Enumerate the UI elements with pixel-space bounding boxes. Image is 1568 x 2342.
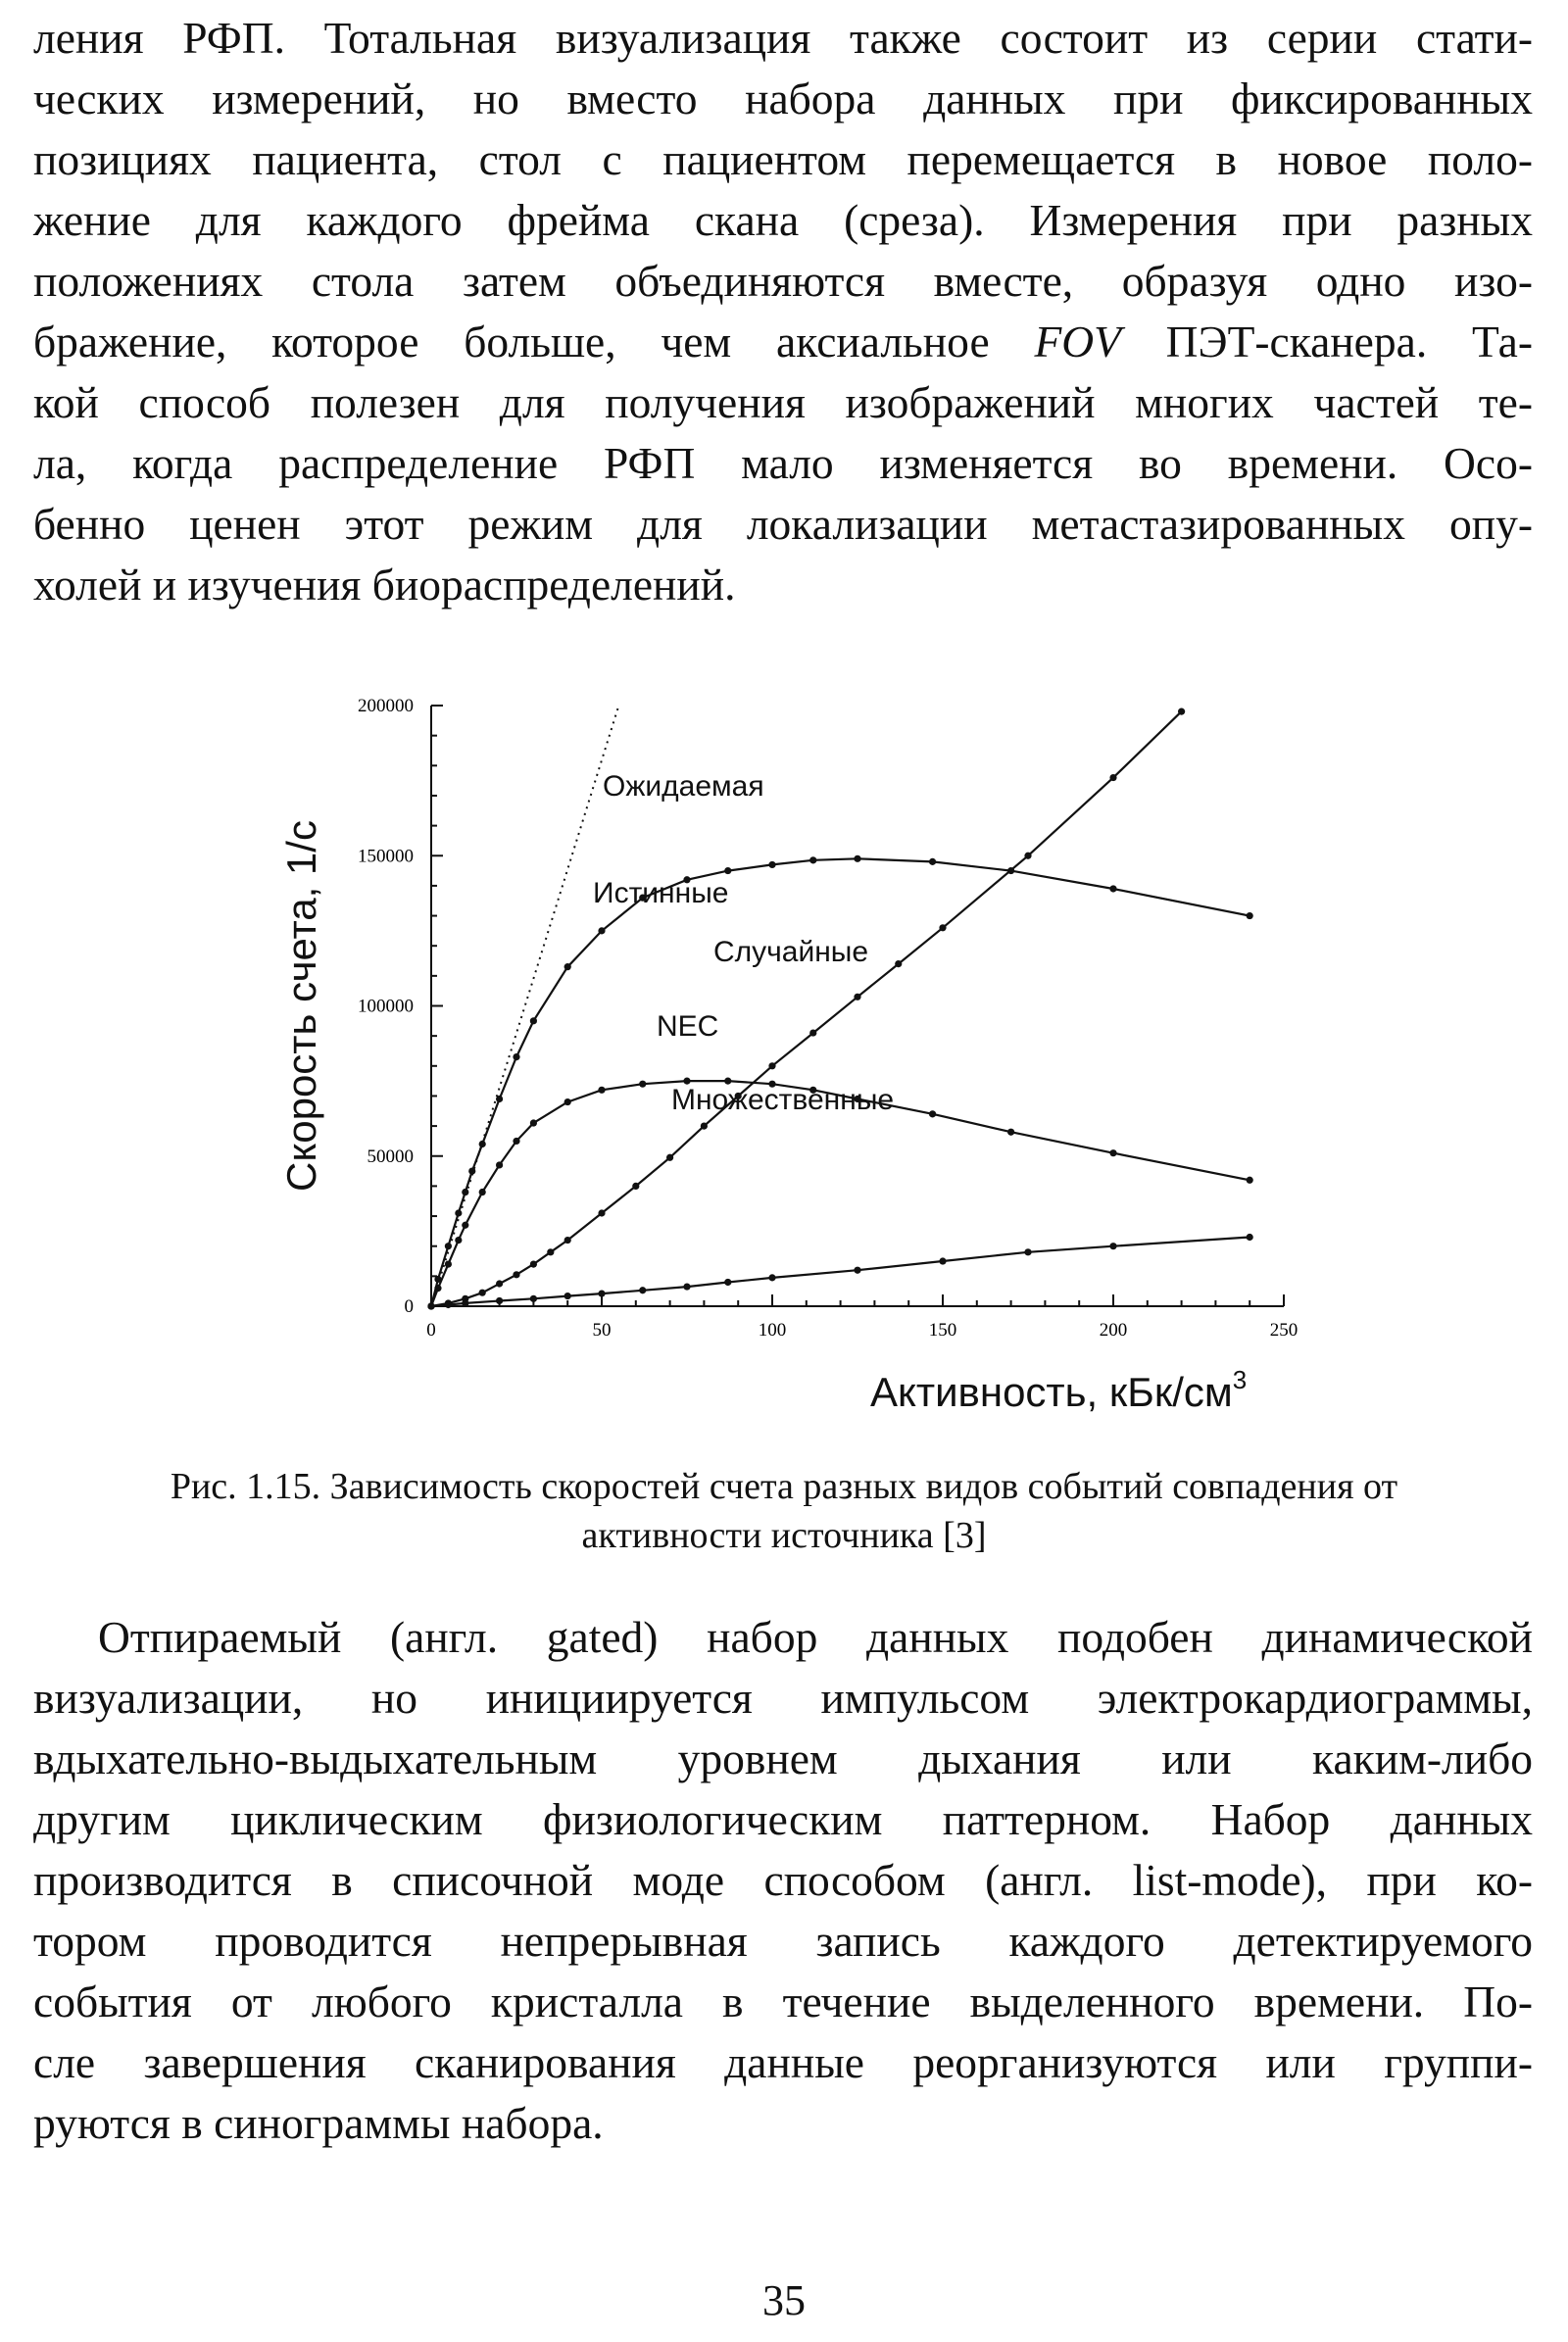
data-point bbox=[1024, 1248, 1031, 1255]
data-point bbox=[445, 1301, 452, 1308]
series-line-5 bbox=[431, 1238, 1250, 1307]
data-point bbox=[768, 1274, 775, 1281]
data-point bbox=[598, 1291, 605, 1297]
y-tick-label: 200000 bbox=[358, 696, 414, 716]
text-segment: ПЭТ-сканера. Та- bbox=[1120, 317, 1533, 366]
text-line: жение для каждого фрейма скана (среза). Измерения при разных bbox=[33, 195, 1533, 245]
x-tick-label: 150 bbox=[928, 1320, 957, 1341]
x-tick-label: 250 bbox=[1269, 1320, 1298, 1341]
data-point bbox=[479, 1189, 486, 1195]
data-point bbox=[462, 1299, 468, 1306]
caption-line-2: активности источника [3] bbox=[581, 1515, 987, 1556]
text-line: позициях пациента, стол с пациентом перемещается в новое поло- bbox=[33, 134, 1533, 184]
text-line: холей и изучения биораспределений. bbox=[33, 560, 736, 610]
text-line: сле завершения сканирования данные реорганизуются или группи- bbox=[33, 2037, 1533, 2087]
y-tick-label: 100000 bbox=[358, 996, 414, 1017]
text-line: ческих измерений, но вместо набора данных при фиксированных bbox=[33, 73, 1533, 123]
x-tick-label: 100 bbox=[758, 1320, 787, 1341]
data-point bbox=[854, 994, 860, 1000]
y-tick-label: 0 bbox=[404, 1296, 414, 1317]
text-line: события от любого кристалла в течение выделенного времени. По- bbox=[33, 1976, 1533, 2026]
data-point bbox=[513, 1138, 519, 1145]
data-point bbox=[1109, 1149, 1116, 1156]
data-point bbox=[468, 1167, 475, 1174]
data-point bbox=[724, 1279, 731, 1286]
curve-label: NEC bbox=[657, 1010, 719, 1043]
data-point bbox=[455, 1209, 462, 1216]
data-point bbox=[809, 856, 816, 863]
text-line: ления РФП. Тотальная визуализация также состоит из серии стати- bbox=[33, 13, 1533, 63]
data-point bbox=[854, 855, 860, 862]
count-rate-chart bbox=[265, 686, 1352, 1450]
data-point bbox=[929, 1110, 936, 1117]
data-point bbox=[513, 1053, 519, 1060]
data-point bbox=[547, 1248, 554, 1255]
data-point bbox=[939, 1257, 946, 1264]
curve-label: Ожидаемая bbox=[603, 770, 764, 803]
data-point bbox=[1247, 912, 1253, 919]
paragraph-gated-acquisition bbox=[33, 1607, 1533, 2154]
text-segment: бражение, которое больше, чем аксиальное bbox=[33, 317, 1035, 366]
data-point bbox=[445, 1260, 452, 1267]
data-point bbox=[530, 1295, 537, 1302]
data-point bbox=[639, 1081, 646, 1088]
data-point bbox=[939, 924, 946, 931]
text-line: Отпираемый (англ. gated) набор данных подобен динамической bbox=[98, 1612, 1533, 1662]
data-point bbox=[564, 1098, 571, 1105]
x-axis-title-text: Активность, кБк/см bbox=[870, 1369, 1233, 1415]
data-point bbox=[895, 960, 902, 967]
figure-caption bbox=[59, 1462, 1509, 1560]
caption-line-1: Рис. 1.15. Зависимость скоростей счета разных видов событий совпадения от bbox=[170, 1466, 1398, 1507]
data-point bbox=[496, 1161, 503, 1168]
data-point bbox=[434, 1285, 441, 1292]
data-point bbox=[496, 1280, 503, 1287]
data-point bbox=[564, 1293, 571, 1299]
data-point bbox=[929, 858, 936, 865]
curve-label: Истинные bbox=[593, 877, 729, 909]
y-tick-label: 150000 bbox=[358, 846, 414, 867]
x-tick-label: 200 bbox=[1099, 1320, 1128, 1341]
text-line: положениях стола затем объединяются вместе, образуя одно изо- bbox=[33, 256, 1533, 306]
data-point bbox=[1247, 1234, 1253, 1241]
text-line: производится в списочной моде способом (англ. list-mode), при ко- bbox=[33, 1855, 1533, 1905]
data-point bbox=[427, 1302, 434, 1309]
data-point bbox=[530, 1017, 537, 1024]
italic-term: FOV bbox=[1034, 317, 1121, 366]
data-point bbox=[598, 1209, 605, 1216]
x-axis-title-superscript: 3 bbox=[1232, 1365, 1248, 1394]
text-line: тором проводится непрерывная запись каждого детектируемого bbox=[33, 1916, 1533, 1966]
data-point bbox=[1109, 774, 1116, 781]
data-point bbox=[530, 1119, 537, 1126]
text-line bbox=[33, 312, 1533, 372]
series-line-3 bbox=[431, 711, 1182, 1306]
text-line: вдыхательно-выдыхательным уровнем дыхания или каким-либо bbox=[33, 1733, 1533, 1783]
data-point bbox=[1109, 1243, 1116, 1249]
text-line: кой способ полезен для получения изображений многих частей те- bbox=[33, 377, 1533, 427]
paragraph-total-visualization bbox=[33, 8, 1533, 615]
curve-label: Множественные bbox=[671, 1084, 895, 1116]
data-point bbox=[632, 1183, 639, 1190]
data-point bbox=[1178, 708, 1185, 715]
data-point bbox=[768, 861, 775, 868]
data-point bbox=[768, 1062, 775, 1069]
data-point bbox=[496, 1096, 503, 1102]
data-point bbox=[1024, 853, 1031, 859]
data-point bbox=[598, 1087, 605, 1094]
data-point bbox=[701, 1123, 708, 1130]
data-point bbox=[683, 1283, 690, 1290]
data-point bbox=[462, 1189, 468, 1195]
data-point bbox=[809, 1029, 816, 1036]
data-point bbox=[530, 1260, 537, 1267]
y-axis-title: Скорость счета, 1/с bbox=[278, 820, 324, 1192]
data-point bbox=[455, 1237, 462, 1244]
data-point bbox=[462, 1222, 468, 1229]
data-point bbox=[513, 1271, 519, 1278]
data-point bbox=[479, 1141, 486, 1147]
data-point bbox=[479, 1290, 486, 1296]
y-tick-label: 50000 bbox=[367, 1146, 414, 1167]
curve-label: Случайные bbox=[713, 936, 869, 968]
data-point bbox=[724, 867, 731, 874]
data-point bbox=[639, 1287, 646, 1293]
data-point bbox=[1247, 1177, 1253, 1184]
data-point bbox=[564, 1237, 571, 1244]
data-point bbox=[496, 1297, 503, 1304]
data-point bbox=[1007, 1129, 1014, 1136]
text-line: другим циклическим физиологическим паттерном. Набор данных bbox=[33, 1794, 1533, 1844]
data-point bbox=[598, 927, 605, 934]
page-number: 35 bbox=[762, 2276, 806, 2324]
text-line: визуализации, но инициируется импульсом электрокардиограммы, bbox=[33, 1673, 1533, 1723]
x-axis-title bbox=[870, 1365, 1247, 1415]
data-point bbox=[1109, 885, 1116, 892]
data-point bbox=[854, 1267, 860, 1274]
chart-series bbox=[427, 706, 1252, 1310]
text-line: ла, когда распределение РФП мало изменяется во времени. Осо- bbox=[33, 438, 1533, 488]
data-point bbox=[666, 1154, 673, 1161]
x-tick-label: 50 bbox=[592, 1320, 612, 1341]
x-tick-label: 0 bbox=[426, 1320, 436, 1341]
data-point bbox=[564, 963, 571, 970]
data-point bbox=[445, 1243, 452, 1249]
text-line: бенно ценен этот режим для локализации метастазированных опу- bbox=[33, 499, 1533, 549]
text-line: руются в синограммы набора. bbox=[33, 2098, 604, 2148]
series-line-2 bbox=[431, 858, 1250, 1306]
